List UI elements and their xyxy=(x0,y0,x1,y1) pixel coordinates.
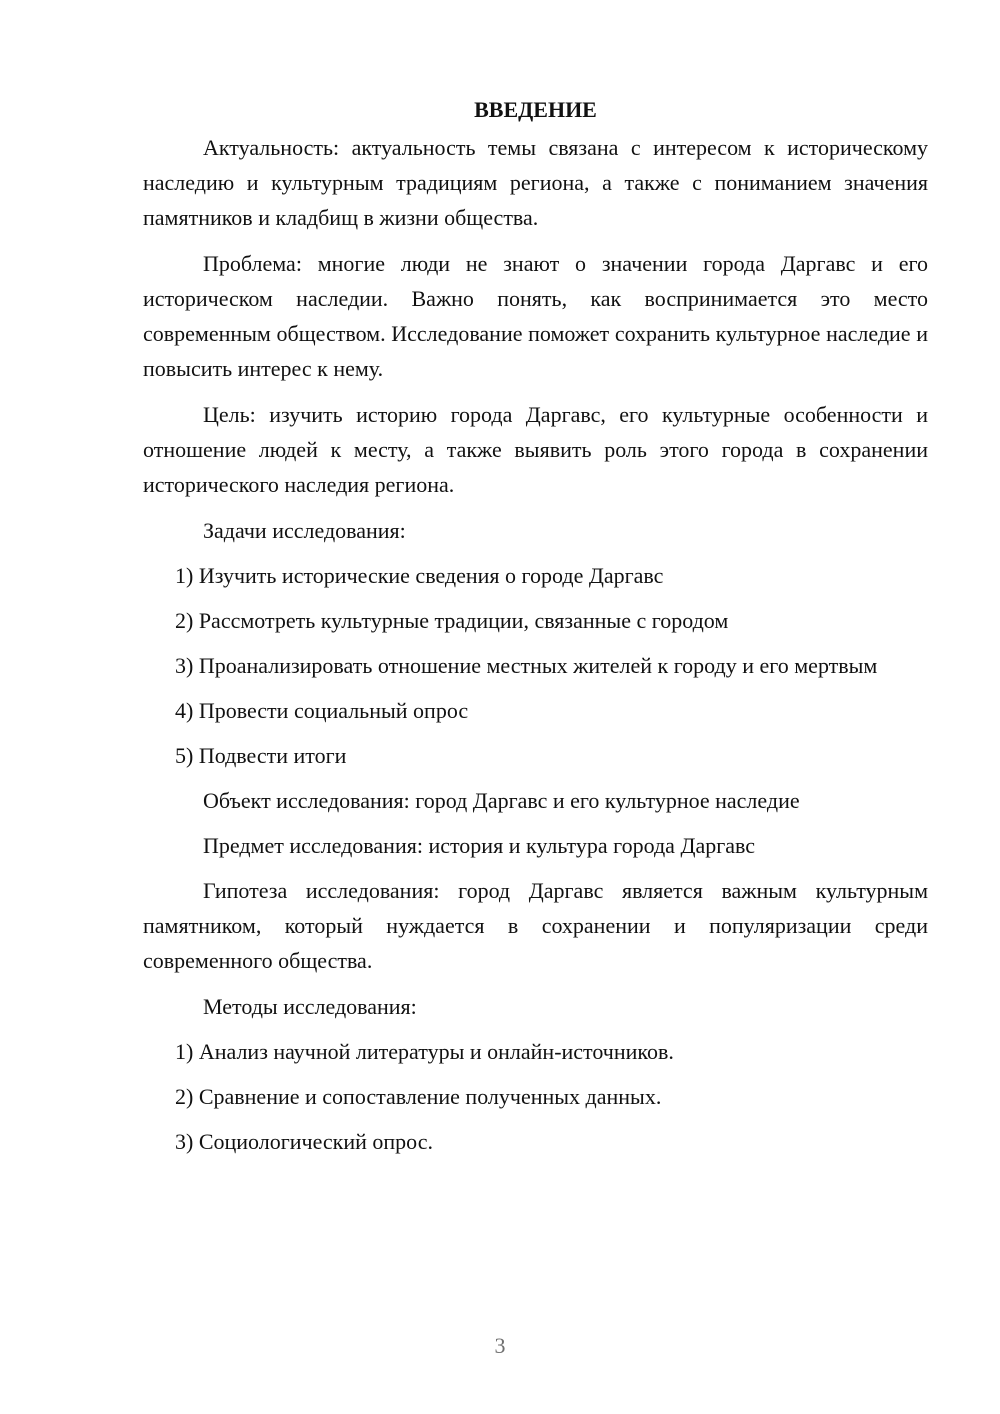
task-item: 5) Подвести итоги xyxy=(175,743,347,768)
method-item: 2) Сравнение и сопоставление полученных данных. xyxy=(175,1084,662,1109)
task-item: 3) Проанализировать отношение местных жителей к городу и его мертвым xyxy=(175,653,878,678)
document-page xyxy=(143,92,928,1169)
section-title: ВВЕДЕНИЕ xyxy=(474,97,597,122)
relevance-paragraph: Актуальность: актуальность темы связана с интересом к историческому наследию и культурным традициям региона, а также с пониманием значения памятников и кладбищ в жизни общества. xyxy=(143,135,928,230)
task-item: 4) Провести социальный опрос xyxy=(175,698,469,723)
tasks-heading: Задачи исследования: xyxy=(203,518,406,543)
goal-paragraph: Цель: изучить историю города Даргавс, его культурные особенности и отношение людей к месту, а также выявить роль этого города в сохранении исторического наследия региона. xyxy=(143,402,928,497)
methods-heading: Методы исследования: xyxy=(203,994,417,1019)
method-item: 3) Социологический опрос. xyxy=(175,1129,433,1154)
subject-line: Предмет исследования: история и культура города Даргавс xyxy=(203,833,756,858)
task-item: 1) Изучить исторические сведения о городе Даргавс xyxy=(175,563,664,588)
method-item: 1) Анализ научной литературы и онлайн-источников. xyxy=(175,1039,674,1064)
task-item: 2) Рассмотреть культурные традиции, связанные с городом xyxy=(175,608,729,633)
problem-paragraph: Проблема: многие люди не знают о значении города Даргавс и его историческом наследии. Важно понять, как воспринимается это место современным обществом. Исследование поможет сохранить культурное наследие и повысить интерес к нему. xyxy=(143,251,928,381)
hypothesis-paragraph: Гипотеза исследования: город Даргавс является важным культурным памятником, который нуждается в сохранении и популяризации среди современного общества. xyxy=(143,878,928,973)
object-line: Объект исследования: город Даргавс и его культурное наследие xyxy=(203,788,800,813)
page-number: 3 xyxy=(494,1333,506,1358)
